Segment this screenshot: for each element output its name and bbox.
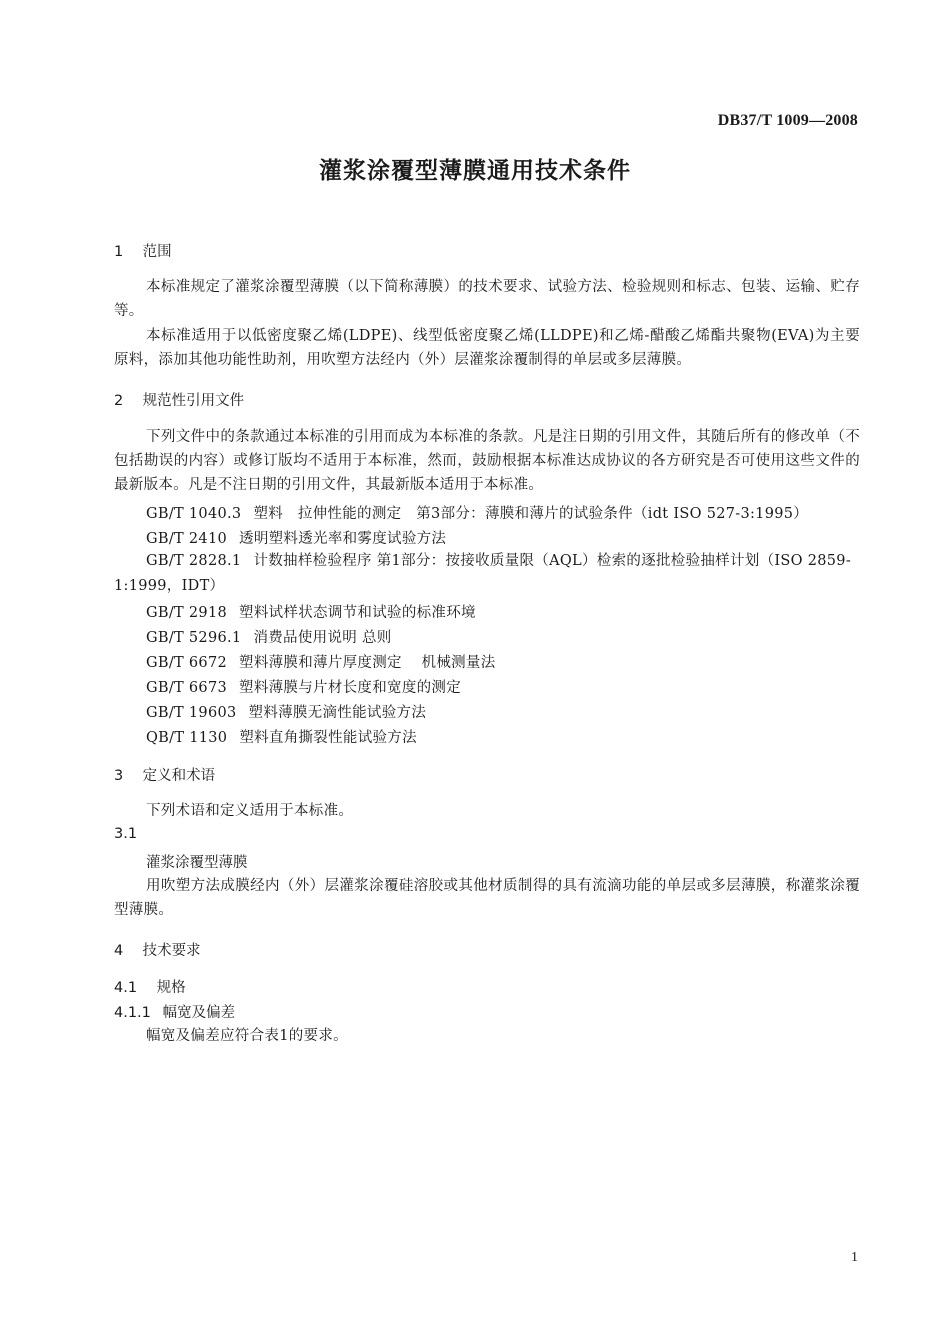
section-1-heading (114, 240, 172, 261)
reference-item (146, 676, 461, 697)
term-name: 灌浆涂覆型薄膜 (146, 855, 248, 871)
reference-item (146, 701, 426, 722)
reference-item (146, 626, 392, 647)
reference-code: GB/T 2918 (146, 605, 228, 621)
section-title: 范围 (142, 244, 172, 260)
reference-item (146, 726, 417, 747)
reference-title: 塑料薄膜与片材长度和宽度的测定 (239, 680, 462, 696)
section-1-paragraph-2: 本标准适用于以低密度聚乙烯(LDPE)、线型低密度聚乙烯(LLDPE)和乙烯-醋酸乙烯酯共聚物(EVA)为主要原料，添加其他功能性助剂，用吹塑方法经内（外）层灌浆涂覆制得的单层或多层薄膜。 (114, 328, 860, 368)
reference-title: 计数抽样检验程序 第1部分：按接收质量限（AQL）检索的逐批检验抽样计划（ISO 2859-1:1999，IDT） (114, 553, 852, 594)
section-4-heading (114, 939, 201, 960)
section-number: 2 (114, 393, 124, 409)
reference-item (146, 651, 496, 672)
section-number: 4 (114, 943, 124, 959)
section-3-heading (114, 764, 215, 785)
section-number: 3 (114, 768, 124, 784)
reference-title: 塑料直角撕裂性能试验方法 (239, 730, 417, 746)
standard-code: DB37/T 1009—2008 (717, 112, 858, 129)
reference-code: GB/T 6672 (146, 655, 228, 671)
reference-item (114, 549, 860, 599)
document-title: 灌浆涂覆型薄膜通用技术条件 (319, 158, 631, 184)
subsection-4-1-1-heading (114, 1001, 235, 1022)
section-1-paragraph-1: 本标准规定了灌浆涂覆型薄膜（以下简称薄膜）的技术要求、试验方法、检验规则和标志、包装、运输、贮存等。 (114, 279, 860, 319)
reference-title: 塑料薄膜无滴性能试验方法 (248, 705, 427, 721)
section-title: 规范性引用文件 (142, 393, 245, 409)
reference-item (146, 527, 446, 548)
subsection-number: 4.1 (114, 980, 138, 996)
subsection-title: 规格 (156, 980, 186, 996)
reference-code: GB/T 5296.1 (146, 630, 242, 646)
reference-code: GB/T 19603 (146, 705, 237, 721)
subsection-4-1-1-text: 幅宽及偏差应符合表1的要求。 (146, 1028, 348, 1044)
section-number: 1 (114, 244, 124, 260)
reference-code: GB/T 2410 (146, 531, 228, 547)
reference-item (146, 502, 808, 523)
section-title: 技术要求 (142, 943, 201, 959)
reference-code: GB/T 6673 (146, 680, 228, 696)
reference-item (146, 601, 476, 622)
reference-code: GB/T 1040.3 (146, 506, 242, 522)
subsection-4-1-heading (114, 976, 186, 997)
page-number: 1 (851, 1250, 858, 1265)
section-title: 定义和术语 (142, 768, 216, 784)
section-2-intro: 下列文件中的条款通过本标准的引用而成为本标准的条款。凡是注日期的引用文件，其随后所有的修改单（不包括勘误的内容）或修订版均不适用于本标准，然而，鼓励根据本标准达成协议的各方研究是否可使用这些文件的最新版本。凡是不注日期的引用文件，其最新版本适用于本标准。 (114, 429, 860, 493)
section-3-intro: 下列术语和定义适用于本标准。 (146, 803, 354, 819)
reference-code: GB/T 2828.1 (146, 553, 242, 569)
reference-title: 塑料 拉伸性能的测定 第3部分：薄膜和薄片的试验条件（idt ISO 527-3:1995） (253, 506, 809, 522)
reference-title: 透明塑料透光率和雾度试验方法 (239, 531, 447, 547)
term-definition: 用吹塑方法成膜经内（外）层灌浆涂覆硅溶胶或其他材质制得的具有流滴功能的单层或多层薄膜，称灌浆涂覆型薄膜。 (114, 878, 860, 918)
subsection-title: 幅宽及偏差 (162, 1005, 236, 1021)
subsection-number: 4.1.1 (114, 1005, 151, 1021)
reference-title: 消费品使用说明 总则 (253, 630, 392, 646)
reference-title: 塑料试样状态调节和试验的标准环境 (239, 605, 476, 621)
reference-title: 塑料薄膜和薄片厚度测定 机械测量法 (239, 655, 496, 671)
reference-code: QB/T 1130 (146, 730, 228, 746)
term-number: 3.1 (114, 826, 138, 842)
section-2-heading (114, 389, 244, 410)
